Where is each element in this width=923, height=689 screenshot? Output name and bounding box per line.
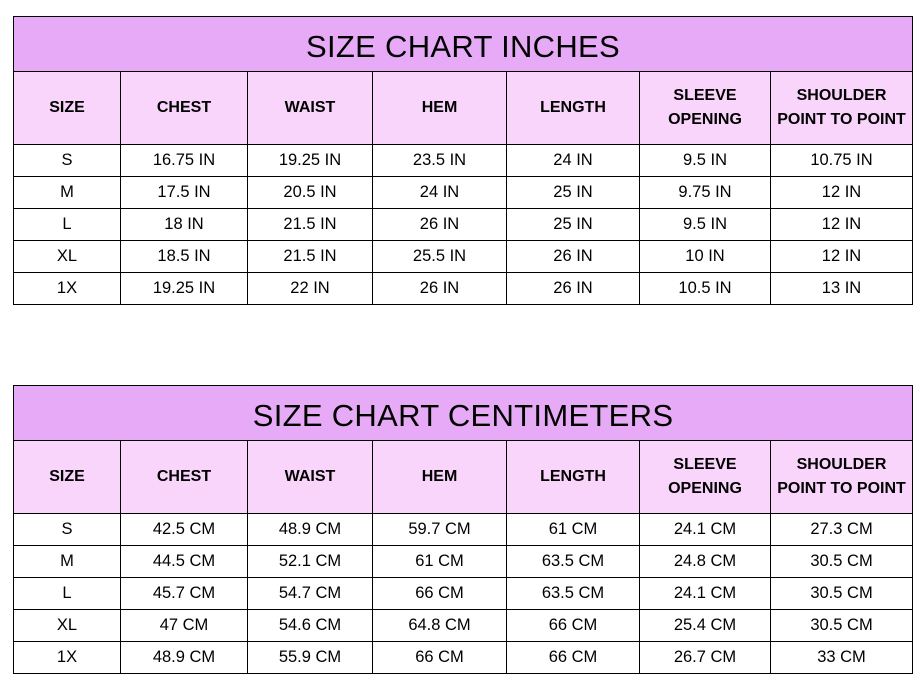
measurement-cell: 24 IN [507,145,640,177]
measurement-cell: 48.9 CM [121,642,248,674]
measurement-cell: 44.5 CM [121,546,248,578]
column-header [14,72,121,145]
measurement-cell: 30.5 CM [771,578,913,610]
table-row [14,546,913,578]
column-header [640,72,771,145]
size-label-cell: L [14,578,121,610]
measurement-cell: 63.5 CM [507,578,640,610]
column-header-label: CHEST [156,468,212,485]
measurement-cell: 25.4 CM [640,610,771,642]
measurement-cell: 25 IN [507,209,640,241]
measurement-cell: 24.1 CM [640,578,771,610]
column-header-label: HEM [421,468,458,485]
column-header [640,441,771,514]
measurement-cell: 55.9 CM [248,642,373,674]
size-label-cell: M [14,546,121,578]
measurement-cell: 21.5 IN [248,209,373,241]
column-header [771,441,913,514]
measurement-cell: 10.75 IN [771,145,913,177]
measurement-cell: 18.5 IN [121,241,248,273]
column-header [373,72,507,145]
column-header [248,441,373,514]
size-chart-centimeters-title: SIZE CHART CENTIMETERS [14,386,913,441]
measurement-cell: 21.5 IN [248,241,373,273]
measurement-cell: 54.7 CM [248,578,373,610]
table-row [14,273,913,305]
measurement-cell: 13 IN [771,273,913,305]
measurement-cell: 12 IN [771,209,913,241]
measurement-cell: 17.5 IN [121,177,248,209]
column-header-label: CHEST [156,99,212,116]
size-chart-inches-header-row [14,72,913,145]
measurement-cell: 12 IN [771,241,913,273]
column-header-label: POINT TO POINT [777,480,906,497]
measurement-cell: 12 IN [771,177,913,209]
table-row [14,241,913,273]
measurement-cell: 10.5 IN [640,273,771,305]
column-header [121,72,248,145]
column-header [14,441,121,514]
size-label-cell: M [14,177,121,209]
column-header [248,72,373,145]
size-chart-inches-title: SIZE CHART INCHES [14,17,913,72]
column-header [507,72,640,145]
table-row [14,642,913,674]
measurement-cell: 66 CM [373,642,507,674]
column-header-label: SHOULDER [796,456,887,473]
measurement-cell: 52.1 CM [248,546,373,578]
table-row [14,514,913,546]
measurement-cell: 61 CM [507,514,640,546]
measurement-cell: 47 CM [121,610,248,642]
table-row [14,177,913,209]
measurement-cell: 48.9 CM [248,514,373,546]
measurement-cell: 25.5 IN [373,241,507,273]
table-row [14,145,913,177]
measurement-cell: 42.5 CM [121,514,248,546]
measurement-cell: 24.1 CM [640,514,771,546]
measurement-cell: 25 IN [507,177,640,209]
column-header-label: POINT TO POINT [777,111,906,128]
size-chart-centimeters-header-row [14,441,913,514]
column-header-label: SIZE [49,99,85,116]
measurement-cell: 23.5 IN [373,145,507,177]
measurement-cell: 10 IN [640,241,771,273]
measurement-cell: 9.5 IN [640,145,771,177]
measurement-cell: 9.75 IN [640,177,771,209]
column-header [771,72,913,145]
size-label-cell: 1X [14,273,121,305]
measurement-cell: 26 IN [373,273,507,305]
size-label-cell: L [14,209,121,241]
measurement-cell: 20.5 IN [248,177,373,209]
measurement-cell: 66 CM [373,578,507,610]
measurement-cell: 24 IN [373,177,507,209]
measurement-cell: 61 CM [373,546,507,578]
column-header-label: SIZE [49,468,85,485]
measurement-cell: 33 CM [771,642,913,674]
table-row [14,209,913,241]
measurement-cell: 59.7 CM [373,514,507,546]
column-header-label: HEM [421,99,458,116]
column-header-label: OPENING [668,480,742,497]
measurement-cell: 30.5 CM [771,610,913,642]
measurement-cell: 16.75 IN [121,145,248,177]
column-header [373,441,507,514]
measurement-cell: 63.5 CM [507,546,640,578]
size-label-cell: 1X [14,642,121,674]
size-label-cell: S [14,145,121,177]
column-header-label: WAIST [284,468,336,485]
size-label-cell: XL [14,241,121,273]
measurement-cell: 9.5 IN [640,209,771,241]
column-header-label: SLEEVE [673,456,737,473]
column-header-label: LENGTH [540,99,606,116]
measurement-cell: 26 IN [373,209,507,241]
column-header [121,441,248,514]
column-header [507,441,640,514]
size-label-cell: XL [14,610,121,642]
measurement-cell: 26 IN [507,241,640,273]
measurement-cell: 24.8 CM [640,546,771,578]
size-label-cell: S [14,514,121,546]
size-chart-inches-table [13,16,913,305]
column-header-label: WAIST [284,99,336,116]
measurement-cell: 64.8 CM [373,610,507,642]
measurement-cell: 22 IN [248,273,373,305]
measurement-cell: 19.25 IN [248,145,373,177]
column-header-label: OPENING [668,111,742,128]
measurement-cell: 18 IN [121,209,248,241]
measurement-cell: 66 CM [507,642,640,674]
measurement-cell: 30.5 CM [771,546,913,578]
measurement-cell: 26.7 CM [640,642,771,674]
measurement-cell: 26 IN [507,273,640,305]
measurement-cell: 54.6 CM [248,610,373,642]
column-header-label: SHOULDER [796,87,887,104]
table-row [14,578,913,610]
column-header-label: SLEEVE [673,87,737,104]
measurement-cell: 19.25 IN [121,273,248,305]
measurement-cell: 27.3 CM [771,514,913,546]
column-header-label: LENGTH [540,468,606,485]
table-row [14,610,913,642]
measurement-cell: 66 CM [507,610,640,642]
size-chart-centimeters-table [13,385,913,674]
measurement-cell: 45.7 CM [121,578,248,610]
